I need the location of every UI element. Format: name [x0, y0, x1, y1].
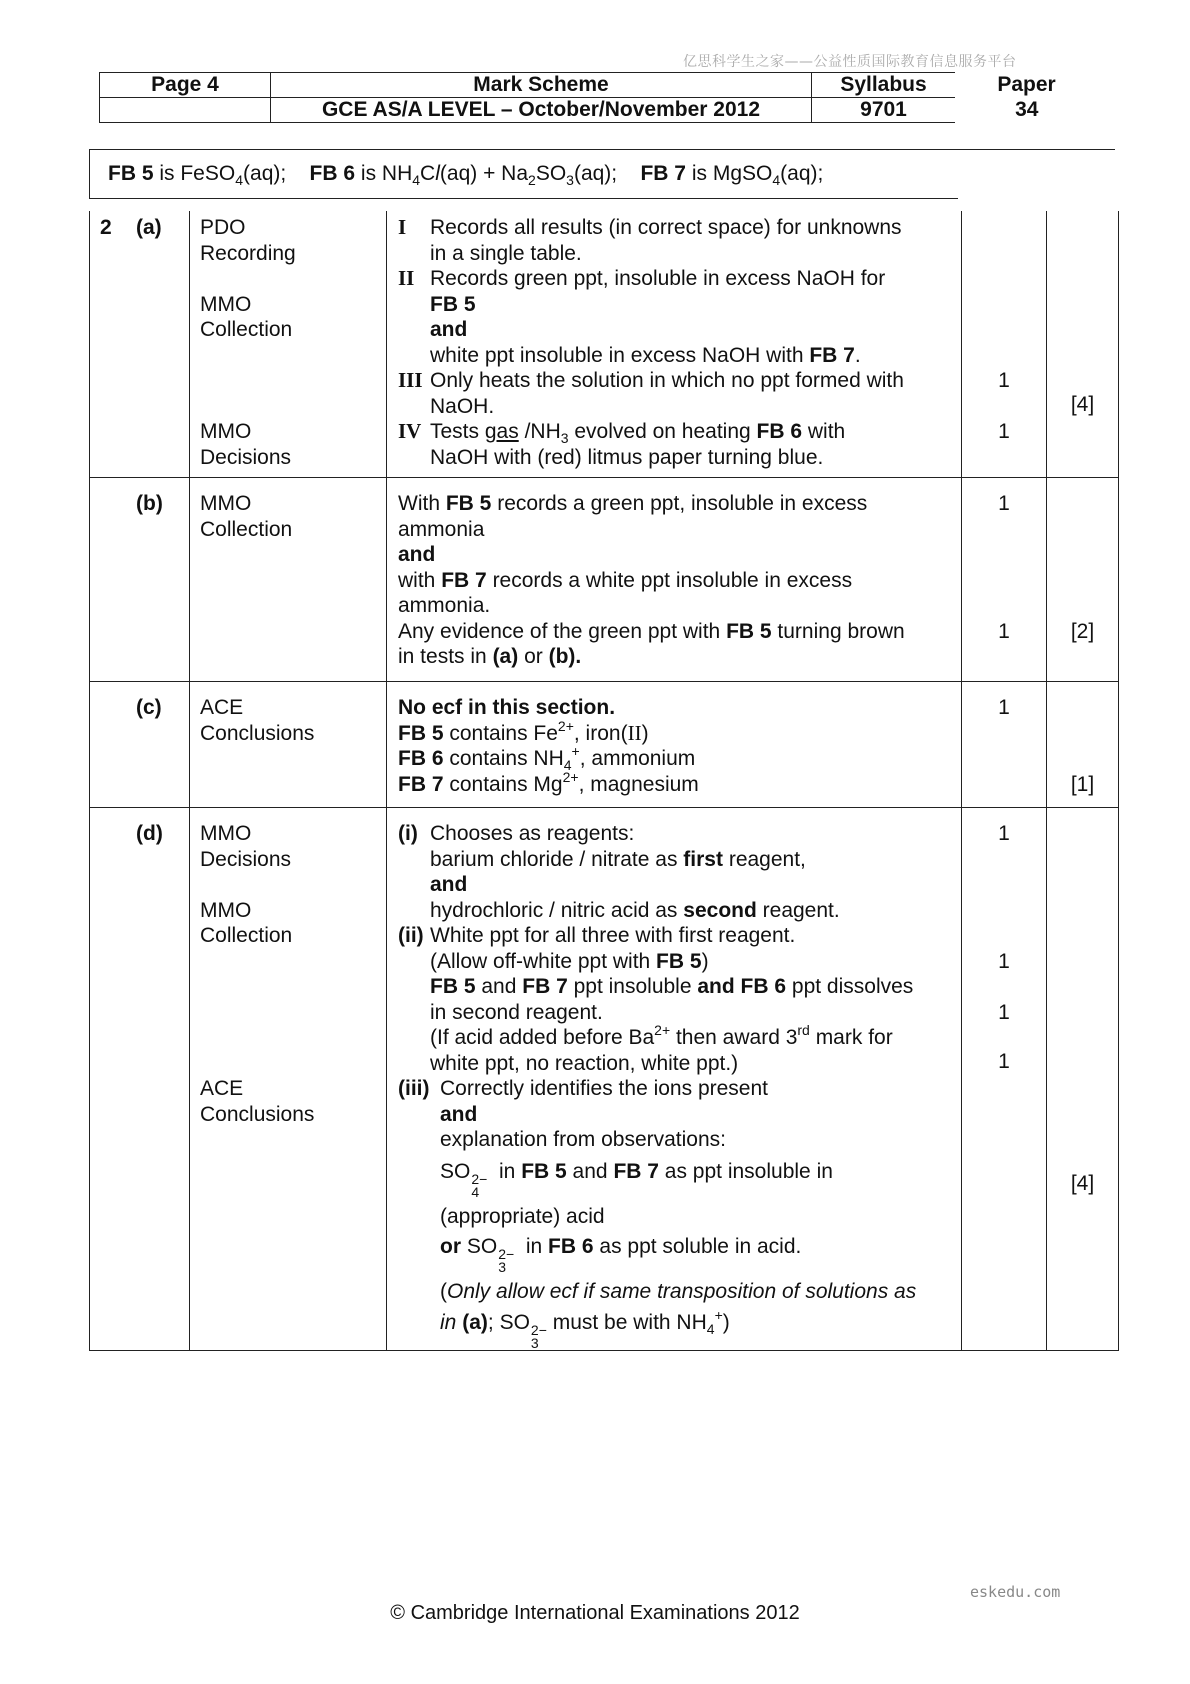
- row-2a: [90, 211, 1119, 478]
- question-part: (a): [136, 216, 162, 239]
- question-part: (d): [136, 822, 163, 845]
- mark-points: (i) Chooses as reagents: barium chloride / nitrate as first reagent, and hydrochloric / nitric acid as second reagent. (ii) White ppt for all three with first reagent. (Allow off-white ppt with FB 5) FB 5 and FB 7 ppt insoluble and FB 6 ppt dissolves in second reagent. (If acid added before $Ba^{2+}$ then award 3rd mark for white ppt, no reaction, white ppt.) (iii) Correctly identifies the ions present and explanation from observations: SO 2− 4 in FB 5 and FB 7 as ppt insoluble in (appropriate) acid or SO 2− 3 in FB 6 as ppt soluble in acid. (Only allow ecf if same transposition of solutions as in (a); SO 2− 3 must be with $NH_4^+$): [398, 822, 917, 1351]
- row-2d: [90, 808, 1119, 1351]
- mark-value: 1: [998, 369, 1010, 392]
- mark-value: 1: [998, 822, 1010, 845]
- header-empty: [100, 98, 271, 123]
- skill-list: ACE Conclusions: [200, 696, 315, 745]
- mark-value: 1: [998, 420, 1010, 443]
- mark-value: 1: [998, 949, 1010, 973]
- question-part: (b): [136, 492, 163, 515]
- row-2b: [90, 478, 1119, 682]
- syllabus-value: 9701: [812, 98, 956, 123]
- mark-points: I Records all results (in correct space) for unknowns in a single table. II Records green ppt, insoluble in excess NaOH for FB 5 and white ppt insoluble in excess NaOH with FB 7. III Only heats the solution in which no ppt formed with NaOH. IV Tests gas $/NH_3$ evolved on heating FB 6 with NaOH with (red) litmus paper turning blue.: [398, 215, 904, 469]
- mark-points: No ecf in this section. FB 5 contains $Fe^{2+}$, iron(II) FB 6 contains $NH_4^+$, ammonium FB 7 contains $Mg^{2+}$, magnesium: [398, 696, 699, 796]
- watermark-top: 亿思科学生之家——公益性质国际教育信息服务平台: [683, 54, 1017, 70]
- mark-value: 1: [998, 696, 1010, 719]
- header-subtitle: GCE AS/A LEVEL – October/November 2012: [271, 98, 812, 123]
- mark-value: 1: [998, 1000, 1010, 1024]
- skill-list: PDO Recording MMO Collection MMO Decisions: [200, 216, 296, 469]
- mark-points: With FB 5 records a green ppt, insoluble in excess ammonia and with FB 7 records a white ppt insoluble in excess ammonia. Any evidence of the green ppt with FB 5 turning brown in tests in (a) or (b).: [398, 492, 905, 668]
- mark-value: 1: [998, 1050, 1010, 1073]
- question-number: 2: [100, 216, 112, 239]
- paper-label: Paper: [997, 73, 1056, 96]
- total-marks: [4]: [1070, 392, 1095, 416]
- row-2c: [90, 682, 1119, 808]
- header-title: Mark Scheme: [271, 73, 812, 98]
- rule-line: [957, 149, 1115, 150]
- question-part: (c): [136, 696, 162, 719]
- total-marks: [2]: [1070, 619, 1095, 643]
- page-number: Page 4: [100, 73, 271, 98]
- mark-value: 1: [998, 492, 1010, 515]
- fb-definitions: FB 5 is FeSO$_4$(aq); FB 6 is $NH_4Cl(aq) + Na_2SO_3(aq)$; FB 7 is MgSO$_4$(aq);: [108, 162, 824, 188]
- total-marks: [4]: [1070, 1172, 1095, 1195]
- syllabus-label: Syllabus: [812, 73, 956, 98]
- copyright-footer: © Cambridge International Examinations 2012: [390, 1602, 800, 1624]
- mark-value: 1: [998, 619, 1010, 643]
- paper-value: 34: [1015, 98, 1039, 121]
- watermark-bottom: eskedu.com: [970, 1583, 1061, 1601]
- skill-list: MMO Collection: [200, 492, 293, 541]
- skill-list: MMO Decisions MMO Collection ACE Conclusions: [200, 822, 315, 1126]
- mark-scheme-table: [89, 211, 1119, 1351]
- page-header: [99, 72, 1099, 123]
- total-marks: [1]: [1070, 772, 1095, 796]
